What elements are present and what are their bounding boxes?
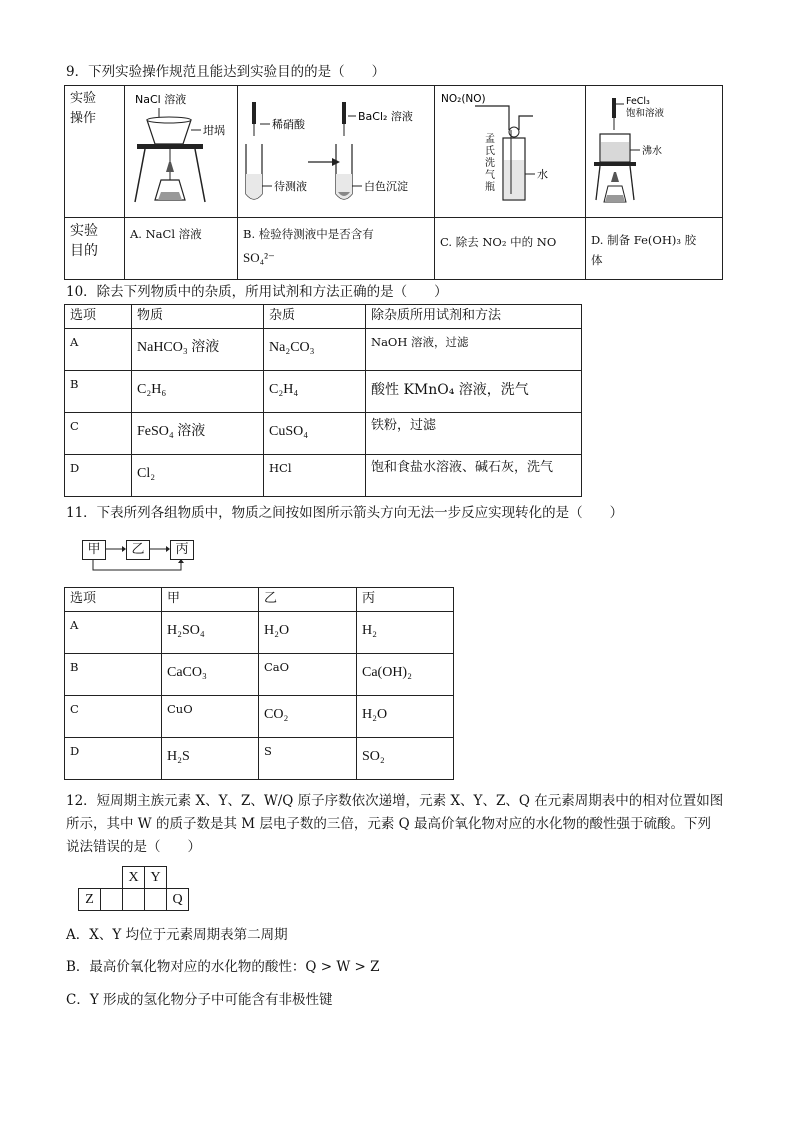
- dropper-icon: [612, 98, 616, 118]
- q9-option-d: [586, 218, 723, 280]
- bottle-label-char: 孟: [485, 134, 495, 145]
- q12-stem-line3: 说法错误的是（ ）: [66, 839, 201, 855]
- q9-option-a: [125, 218, 238, 280]
- q10-stem: 10．除去下列物质中的杂质，所用试剂和方法正确的是（ ）: [66, 284, 448, 300]
- cell-option: C: [65, 413, 132, 455]
- cell-substance: C₂H₆: [132, 371, 264, 413]
- colloid-prep-diagram: [586, 86, 722, 210]
- q9-row-label-operation: [65, 86, 125, 218]
- flame-icon: [611, 172, 619, 182]
- flow-arrows: [80, 538, 200, 578]
- option-formula: SO₄²⁻: [243, 250, 275, 265]
- cell-bing: H₂: [357, 612, 454, 654]
- grid-cell-q: Q: [166, 888, 189, 911]
- diagram-a-solution-label: NaCl 溶液: [135, 93, 187, 106]
- label-line: 实验: [70, 223, 98, 239]
- diagram-b-reagent-label: BaCl₂ 溶液: [358, 110, 413, 123]
- table-row: [65, 612, 454, 654]
- option-text: A. NaCl 溶液: [130, 227, 202, 241]
- diagram-c-water-label: 水: [537, 168, 548, 181]
- cell-option: A: [65, 612, 162, 654]
- dropper-icon: [342, 102, 346, 124]
- cell-yi: CO₂: [259, 696, 357, 738]
- option-text: B. 检验待测液中是否含有: [243, 227, 374, 241]
- q9-diagram-a: [125, 86, 238, 218]
- diagram-b-sample-label: 待测液: [274, 180, 307, 193]
- cell-bing: SO₂: [357, 738, 454, 780]
- q10-header-method: 除杂质所用试剂和方法: [366, 305, 582, 329]
- q9-diagram-c: [435, 86, 586, 218]
- q9-option-b: [238, 218, 435, 280]
- bottle-label-char: 氏: [485, 146, 495, 157]
- table-row: [65, 371, 582, 413]
- diagram-d-fecl3-label: FeCl₃: [626, 96, 650, 107]
- label-line: 目的: [70, 243, 98, 259]
- q11-header-bing: 丙: [357, 588, 454, 612]
- option-text: 体: [591, 253, 603, 267]
- grid-cell-empty: [122, 888, 145, 911]
- cell-method: 铁粉，过滤: [366, 413, 582, 455]
- cell-substance: Cl₂: [132, 455, 264, 497]
- grid-cell-z: Z: [78, 888, 101, 911]
- flame-icon: [166, 162, 174, 172]
- cell-impurity: HCl: [264, 455, 366, 497]
- cell-bing: H₂O: [357, 696, 454, 738]
- q12-option-a: A．X、Y 均位于元素周期表第二周期: [66, 927, 288, 943]
- q11-stem: 11．下表所列各组物质中，物质之间按如图所示箭头方向无法一步反应实现转化的是（ ）: [66, 505, 624, 521]
- cell-jia: H₂S: [162, 738, 259, 780]
- diagram-b-acid-label: 稀硝酸: [272, 118, 305, 131]
- flow-box-jia: 甲: [82, 540, 106, 560]
- q10-header-impurity: 杂质: [264, 305, 366, 329]
- cell-option: B: [65, 371, 132, 413]
- cell-yi: H₂O: [259, 612, 357, 654]
- table-row: [65, 696, 454, 738]
- diagram-d-boil-label: 沸水: [642, 146, 662, 157]
- cell-jia: H₂SO₄: [162, 612, 259, 654]
- cell-option: D: [65, 738, 162, 780]
- flow-box-yi: 乙: [126, 540, 150, 560]
- dropper-icon: [252, 102, 256, 124]
- evaporation-diagram: [125, 86, 237, 210]
- label-line: 操作: [70, 111, 97, 126]
- q10-header-substance: 物质: [132, 305, 264, 329]
- q12-option-c: C．Y 形成的氢化物分子中可能含有非极性键: [66, 992, 333, 1008]
- q9-option-c: [435, 218, 586, 280]
- grid-cell-empty: [144, 888, 167, 911]
- option-text: D. 制备 Fe(OH)₃ 胶: [591, 233, 697, 247]
- q11-header-option: 选项: [65, 588, 162, 612]
- cell-substance: NaHCO₃ 溶液: [132, 329, 264, 371]
- cell-method: 酸性 KMnO₄ 溶液，洗气: [366, 371, 582, 413]
- q11-header-yi: 乙: [259, 588, 357, 612]
- label-line: 实验: [70, 91, 97, 106]
- q12-stem-line1: 12．短周期主族元素 X、Y、Z、W/Q 原子序数依次递增，元素 X、Y、Z、Q 在元素周期表中的相对位置如图: [66, 793, 724, 809]
- table-row: [65, 654, 454, 696]
- crucible-icon: [147, 120, 191, 144]
- cell-jia: CuO: [162, 696, 259, 738]
- cell-method: NaOH 溶液，过滤: [366, 329, 582, 371]
- q10-header-option: 选项: [65, 305, 132, 329]
- diagram-c-gas-label: NO₂(NO): [441, 93, 486, 105]
- flow-box-bing: 丙: [170, 540, 194, 560]
- cell-bing: Ca(OH)₂: [357, 654, 454, 696]
- cell-method: 饱和食盐水溶液、碱石灰，洗气: [366, 455, 582, 497]
- cell-option: A: [65, 329, 132, 371]
- tripod-icon: [137, 144, 203, 149]
- cell-impurity: Na₂CO₃: [264, 329, 366, 371]
- arrow-icon: [93, 560, 181, 570]
- cell-impurity: CuSO₄: [264, 413, 366, 455]
- bottle-label-char: 气: [485, 170, 495, 181]
- diagram-b-precipitate-label: 白色沉淀: [364, 180, 408, 193]
- cell-impurity: C₂H₄: [264, 371, 366, 413]
- table-row: [65, 455, 582, 497]
- q12-option-b: B．最高价氧化物对应的水化物的酸性：Q > W > Z: [66, 959, 380, 975]
- q9-diagram-d: [586, 86, 723, 218]
- cell-option: B: [65, 654, 162, 696]
- q10-table: [64, 304, 582, 497]
- q9-row-label-purpose: [65, 218, 125, 280]
- cell-yi: CaO: [259, 654, 357, 696]
- cell-substance: FeSO₄ 溶液: [132, 413, 264, 455]
- grid-cell-x: X: [122, 866, 145, 889]
- cell-jia: CaCO₃: [162, 654, 259, 696]
- q9-diagram-b: [238, 86, 435, 218]
- bottle-label-char: 洗: [485, 158, 495, 169]
- cell-option: D: [65, 455, 132, 497]
- q11-table: [64, 587, 454, 780]
- test-tube-diagram: [238, 86, 434, 210]
- diagram-a-crucible-label: 坩埚: [203, 124, 225, 137]
- diagram-d-saturated-label: 饱和溶液: [626, 108, 665, 119]
- q9-table: [64, 85, 723, 280]
- gas-washing-bottle-diagram: [435, 86, 585, 210]
- bottle-label-char: 瓶: [485, 182, 495, 193]
- option-text: C. 除去 NO₂ 中的 NO: [440, 235, 557, 249]
- cell-option: C: [65, 696, 162, 738]
- grid-cell-empty: [100, 888, 123, 911]
- table-row: [65, 329, 582, 371]
- grid-cell-y: Y: [144, 866, 167, 889]
- q9-stem: 9．下列实验操作规范且能达到实验目的的是（ ）: [66, 64, 386, 80]
- q11-header-jia: 甲: [162, 588, 259, 612]
- table-row: [65, 413, 582, 455]
- cell-yi: S: [259, 738, 357, 780]
- table-row: [65, 738, 454, 780]
- q12-stem-line2: 所示，其中 W 的质子数是其 M 层电子数的三倍，元素 Q 最高价氧化物对应的水化物的酸性强于硫酸。下列: [66, 816, 712, 832]
